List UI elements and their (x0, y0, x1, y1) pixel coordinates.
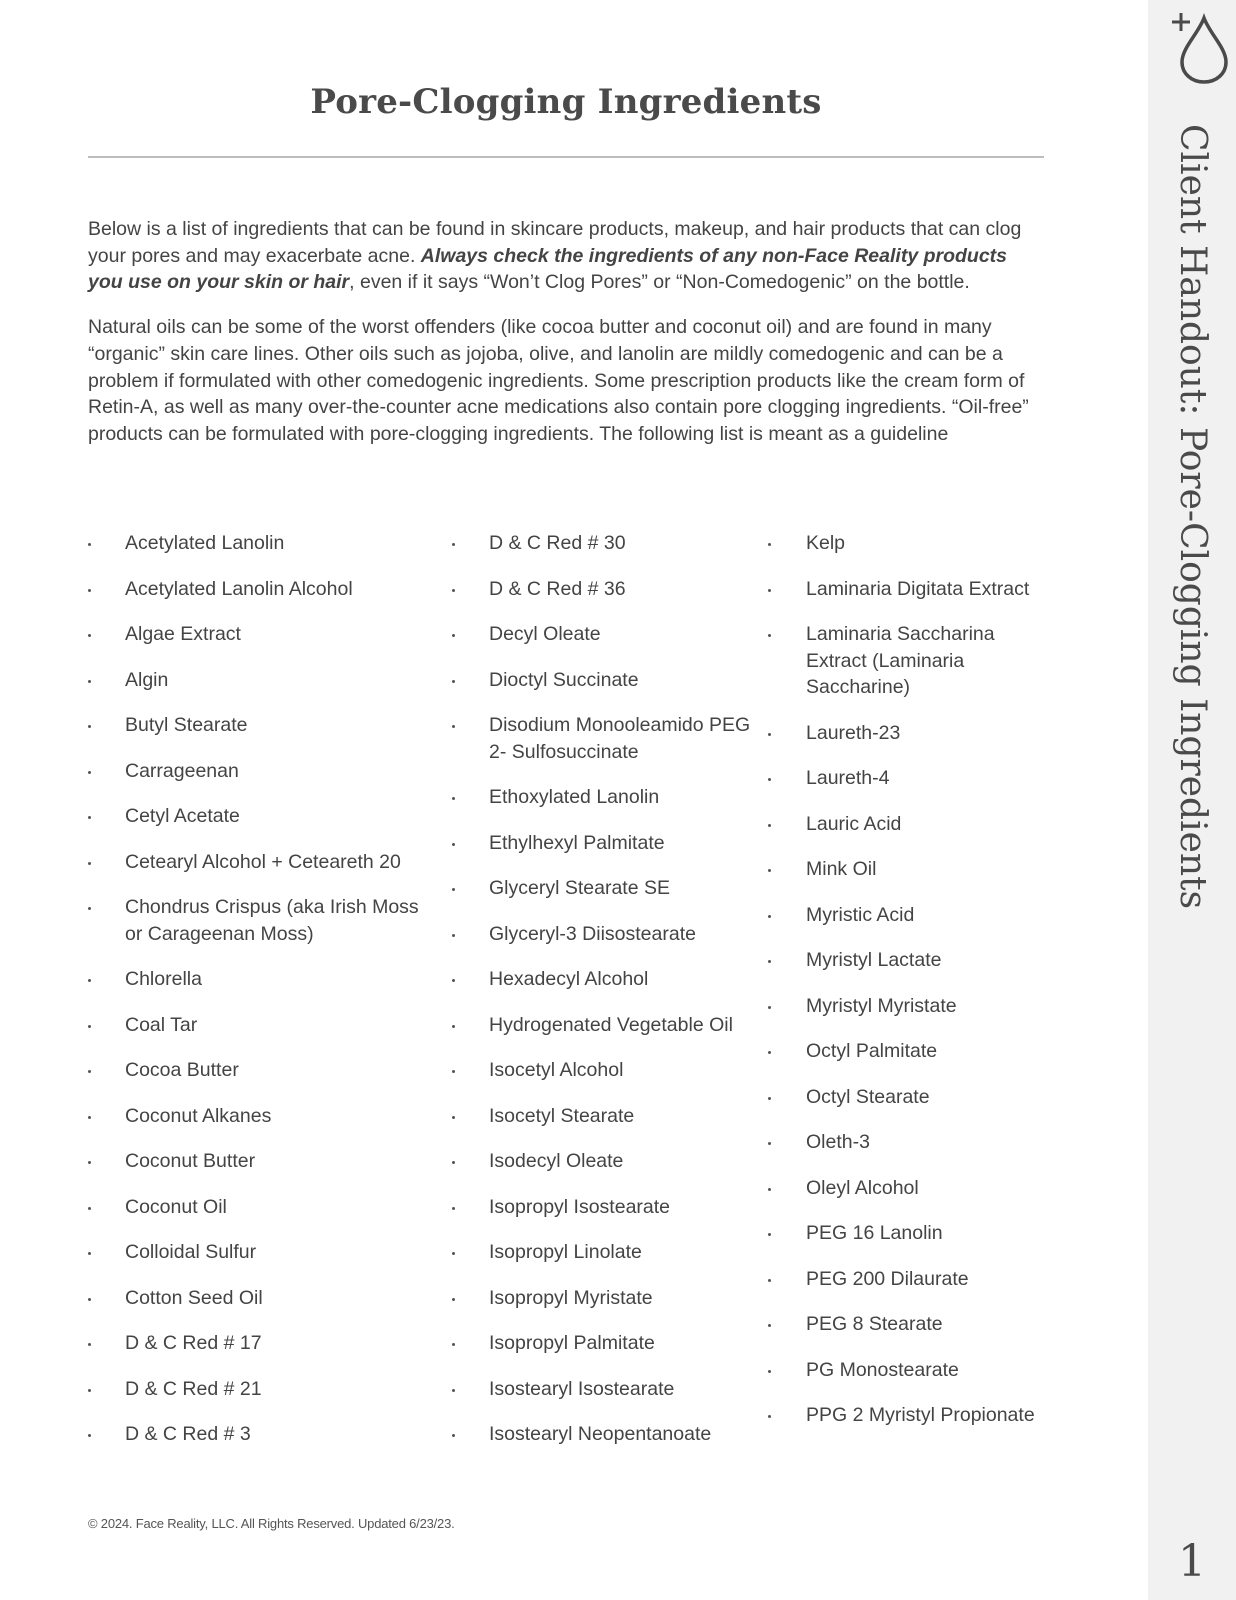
ingredient-list-item (452, 1103, 752, 1130)
ingredient-name: Coconut Alkanes (125, 1104, 272, 1127)
bullet-dot (452, 1070, 455, 1073)
ingredient-list-item (452, 576, 752, 603)
ingredient-list-item (452, 1239, 752, 1266)
bullet-dot (88, 1025, 91, 1028)
intro-p1-part2: , even if it says “Won’t Clog Pores” or “Non-Comedogenic” on the bottle. (349, 271, 970, 294)
bullet-dot (768, 1097, 771, 1100)
ingredient-list-item (768, 902, 1058, 929)
ingredient-name: Isocetyl Alcohol (489, 1059, 624, 1081)
ingredient-name: PPG 2 Myristyl Propionate (806, 1404, 1035, 1426)
page-title: Pore-Clogging Ingredients (310, 82, 822, 122)
ingredient-list-item (452, 921, 752, 948)
ingredient-list-item (452, 966, 752, 993)
title-divider (88, 156, 1044, 158)
ingredient-list-item (452, 712, 752, 765)
ingredient-name: PG Monostearate (806, 1358, 959, 1381)
ingredient-list-item (452, 1285, 752, 1312)
bullet-dot (768, 869, 771, 872)
bullet-dot (88, 1298, 91, 1301)
intro-p1-part1: Below is a list of ingredients that can be found in skincare products, makeup, and hair products that can clog your pores and may exacerbate acne. (88, 218, 1022, 267)
bullet-dot (88, 1161, 91, 1164)
bullet-dot (452, 1298, 455, 1301)
bullet-dot (452, 680, 455, 683)
ingredient-list-col3 (768, 530, 1058, 1448)
ingredient-list-item (88, 1148, 428, 1175)
bullet-dot (452, 725, 455, 728)
plus-droplet-icon (1168, 4, 1234, 84)
ingredient-list-item (768, 1220, 1058, 1247)
ingredient-name: Acetylated Lanolin Alcohol (125, 577, 353, 600)
bullet-dot (452, 934, 455, 937)
ingredient-list-item (88, 712, 428, 739)
ingredient-name: Coal Tar (125, 1013, 198, 1036)
bullet-dot (88, 1343, 91, 1346)
bullet-dot (88, 816, 91, 819)
bullet-dot (88, 1252, 91, 1255)
ingredient-list-item (88, 894, 428, 947)
ingredient-list-item (768, 530, 1058, 557)
ingredient-name: Myristyl Myristate (806, 994, 957, 1017)
bullet-dot (768, 824, 771, 827)
ingredient-list-item (768, 1129, 1058, 1156)
copyright-footer: © 2024. Face Reality, LLC. All Rights Reserved. Updated 6/23/23. (88, 1516, 455, 1531)
ingredient-name: Glyceryl-3 Diisostearate (489, 922, 696, 945)
ingredient-list-item (88, 621, 428, 648)
ingredient-list-item (452, 1194, 752, 1221)
intro-text (88, 216, 1044, 466)
ingredient-name: Isostearyl Isostearate (489, 1377, 675, 1400)
ingredient-list-item (452, 1330, 752, 1357)
ingredient-list-item (768, 765, 1058, 792)
ingredient-list-item (88, 966, 428, 993)
bullet-dot (768, 1142, 771, 1145)
ingredient-name: Butyl Stearate (125, 714, 248, 736)
bullet-dot (768, 1415, 771, 1418)
ingredient-name: Isodecyl Oleate (489, 1150, 624, 1172)
ingredient-name: Coconut Butter (125, 1150, 256, 1172)
ingredient-list-item (88, 530, 428, 557)
ingredient-list-item (768, 1402, 1058, 1429)
ingredient-list-item (768, 1266, 1058, 1293)
bullet-dot (88, 680, 91, 683)
ingredient-name: Coconut Oil (125, 1195, 227, 1218)
ingredient-name: Cetyl Acetate (125, 805, 240, 827)
ingredient-list-item (768, 811, 1058, 838)
ingredient-list-item (452, 784, 752, 811)
ingredient-name: Laureth-23 (806, 721, 901, 744)
ingredient-name: Glyceryl Stearate SE (489, 877, 670, 899)
ingredient-list-item (768, 720, 1058, 747)
ingredient-list-item (452, 621, 752, 648)
ingredient-list-item (88, 1421, 428, 1448)
ingredient-list-item (88, 576, 428, 603)
ingredient-name: Laminaria Digitata Extract (806, 577, 1030, 600)
ingredient-list-item (452, 1057, 752, 1084)
ingredient-list-col1 (88, 530, 428, 1467)
ingredient-name: D & C Red # 36 (489, 577, 626, 600)
ingredient-list-item (768, 1084, 1058, 1111)
bullet-dot (452, 1343, 455, 1346)
ingredient-name: Laminaria Saccharina Extract (Laminaria Saccharine) (806, 623, 995, 698)
ingredient-name: Chlorella (125, 968, 202, 990)
bullet-dot (88, 771, 91, 774)
ingredient-name: Cocoa Butter (125, 1059, 239, 1081)
ingredient-list-item (88, 1285, 428, 1312)
bullet-dot (452, 634, 455, 637)
bullet-dot (88, 543, 91, 546)
bullet-dot (452, 1252, 455, 1255)
bullet-dot (452, 1025, 455, 1028)
ingredient-name: Acetylated Lanolin (125, 532, 285, 554)
ingredient-name: Colloidal Sulfur (125, 1241, 257, 1263)
page-number: 1 (1178, 1536, 1206, 1587)
ingredient-list-item (88, 1376, 428, 1403)
bullet-dot (88, 725, 91, 728)
bullet-dot (88, 634, 91, 637)
ingredient-name: Octyl Palmitate (806, 1040, 938, 1062)
bullet-dot (88, 1434, 91, 1437)
bullet-dot (768, 1324, 771, 1327)
ingredient-list-item (768, 1311, 1058, 1338)
bullet-dot (452, 1389, 455, 1392)
bullet-dot (768, 1006, 771, 1009)
bullet-dot (768, 915, 771, 918)
bullet-dot (768, 960, 771, 963)
ingredient-name: Hydrogenated Vegetable Oil (489, 1013, 733, 1036)
ingredient-name: Isopropyl Linolate (489, 1241, 642, 1263)
bullet-dot (88, 589, 91, 592)
ingredient-list-item (768, 1357, 1058, 1384)
bullet-dot (768, 778, 771, 781)
ingredient-name: Isopropyl Palmitate (489, 1332, 655, 1354)
ingredient-name: Myristyl Lactate (806, 949, 942, 971)
ingredient-name: Isostearyl Neopentanoate (489, 1423, 712, 1445)
ingredient-name: Octyl Stearate (806, 1085, 930, 1108)
ingredient-name: Ethylhexyl Palmitate (489, 831, 665, 854)
ingredient-name: D & C Red # 3 (125, 1423, 251, 1445)
ingredient-list-item (768, 856, 1058, 883)
ingredient-name: Carrageenan (125, 759, 239, 782)
ingredient-list-item (88, 1330, 428, 1357)
bullet-dot (768, 1051, 771, 1054)
bullet-dot (88, 907, 91, 910)
bullet-dot (452, 888, 455, 891)
ingredient-name: D & C Red # 30 (489, 532, 626, 554)
ingredient-list-item (452, 1421, 752, 1448)
bullet-dot (452, 843, 455, 846)
bullet-dot (768, 1188, 771, 1191)
ingredient-name: Laureth-4 (806, 767, 890, 789)
ingredient-name: Hexadecyl Alcohol (489, 968, 649, 990)
bullet-dot (452, 543, 455, 546)
ingredient-list-item (88, 1057, 428, 1084)
intro-paragraph-2: Natural oils can be some of the worst offenders (like cocoa butter and coconut oil) and are found in many “organic” skin care lines. Other oils such as jojoba, olive, and lanolin are mildly comedogenic and can be a problem if formulated with other comedogenic ingredients. Some prescription products like the cream form of Retin-A, as well as many over-the-counter acne medications also contain pore clogging ingredients. “Oil-free” products can be formulated with pore-clogging ingredients. The following list is meant as a guideline (88, 316, 1029, 445)
ingredient-list-item (88, 1239, 428, 1266)
ingredient-list-item (452, 1148, 752, 1175)
ingredient-name: Oleth-3 (806, 1131, 870, 1153)
ingredient-name: Dioctyl Succinate (489, 668, 639, 691)
ingredient-name: Cetearyl Alcohol + Ceteareth 20 (125, 850, 401, 873)
ingredient-list-item (768, 621, 1058, 701)
ingredient-name: Ethoxylated Lanolin (489, 786, 660, 808)
ingredient-name: Isopropyl Isostearate (489, 1195, 671, 1218)
bullet-dot (452, 797, 455, 800)
ingredient-list-item (88, 758, 428, 785)
bullet-dot (88, 1070, 91, 1073)
bullet-dot (768, 1279, 771, 1282)
bullet-dot (452, 1207, 455, 1210)
ingredient-list-item (88, 667, 428, 694)
bullet-dot (452, 979, 455, 982)
ingredient-list-item (768, 993, 1058, 1020)
bullet-dot (768, 634, 771, 637)
bullet-dot (452, 589, 455, 592)
ingredient-list-item (768, 1175, 1058, 1202)
bullet-dot (452, 1161, 455, 1164)
ingredient-list-item (88, 1194, 428, 1221)
bullet-dot (88, 1116, 91, 1119)
ingredient-name: Algae Extract (125, 623, 241, 645)
ingredient-name: Decyl Oleate (489, 623, 601, 645)
ingredient-list-col2 (452, 530, 752, 1467)
ingredient-name: Mink Oil (806, 858, 877, 880)
bullet-dot (768, 543, 771, 546)
bullet-dot (88, 862, 91, 865)
ingredient-name: D & C Red # 17 (125, 1332, 262, 1354)
ingredient-name: D & C Red # 21 (125, 1377, 262, 1400)
ingredient-name: Cotton Seed Oil (125, 1286, 263, 1309)
ingredient-list-item (88, 849, 428, 876)
intro-p1-emphasis: Always check the ingredients of any non-Face Reality products you use on your skin or hair (88, 244, 1008, 294)
ingredient-list-item (88, 803, 428, 830)
ingredient-name: PEG 8 Stearate (806, 1313, 943, 1335)
ingredient-list-item (88, 1012, 428, 1039)
bullet-dot (768, 589, 771, 592)
intro-paragraph-1 (88, 216, 1044, 296)
bullet-dot (452, 1116, 455, 1119)
ingredient-list-item (768, 1038, 1058, 1065)
ingredient-name: Disodium Monooleamido PEG 2- Sulfosuccinate (489, 714, 751, 763)
bullet-dot (768, 1370, 771, 1373)
ingredient-list-item (452, 667, 752, 694)
ingredient-name: Kelp (806, 532, 846, 554)
ingredient-list-item (452, 530, 752, 557)
bullet-dot (452, 1434, 455, 1437)
ingredient-name: PEG 200 Dilaurate (806, 1267, 969, 1290)
ingredient-name: Isopropyl Myristate (489, 1286, 653, 1309)
ingredient-name: Isocetyl Stearate (489, 1104, 635, 1127)
ingredient-list-item (768, 576, 1058, 603)
ingredient-name: Lauric Acid (806, 812, 902, 835)
ingredient-name: Algin (125, 668, 169, 691)
ingredient-list-item (768, 947, 1058, 974)
bullet-dot (768, 1233, 771, 1236)
ingredient-name: Chondrus Crispus (aka Irish Moss or Carageenan Moss) (125, 896, 419, 945)
bullet-dot (88, 979, 91, 982)
ingredient-list-item (452, 1012, 752, 1039)
ingredient-list-item (88, 1103, 428, 1130)
ingredient-name: Myristic Acid (806, 903, 915, 926)
bullet-dot (768, 733, 771, 736)
ingredient-list-item (452, 830, 752, 857)
ingredient-name: Oleyl Alcohol (806, 1176, 919, 1199)
bullet-dot (88, 1207, 91, 1210)
ingredient-name: PEG 16 Lanolin (806, 1222, 943, 1244)
ingredient-list-item (452, 1376, 752, 1403)
ingredient-list-item (452, 875, 752, 902)
bullet-dot (88, 1389, 91, 1392)
